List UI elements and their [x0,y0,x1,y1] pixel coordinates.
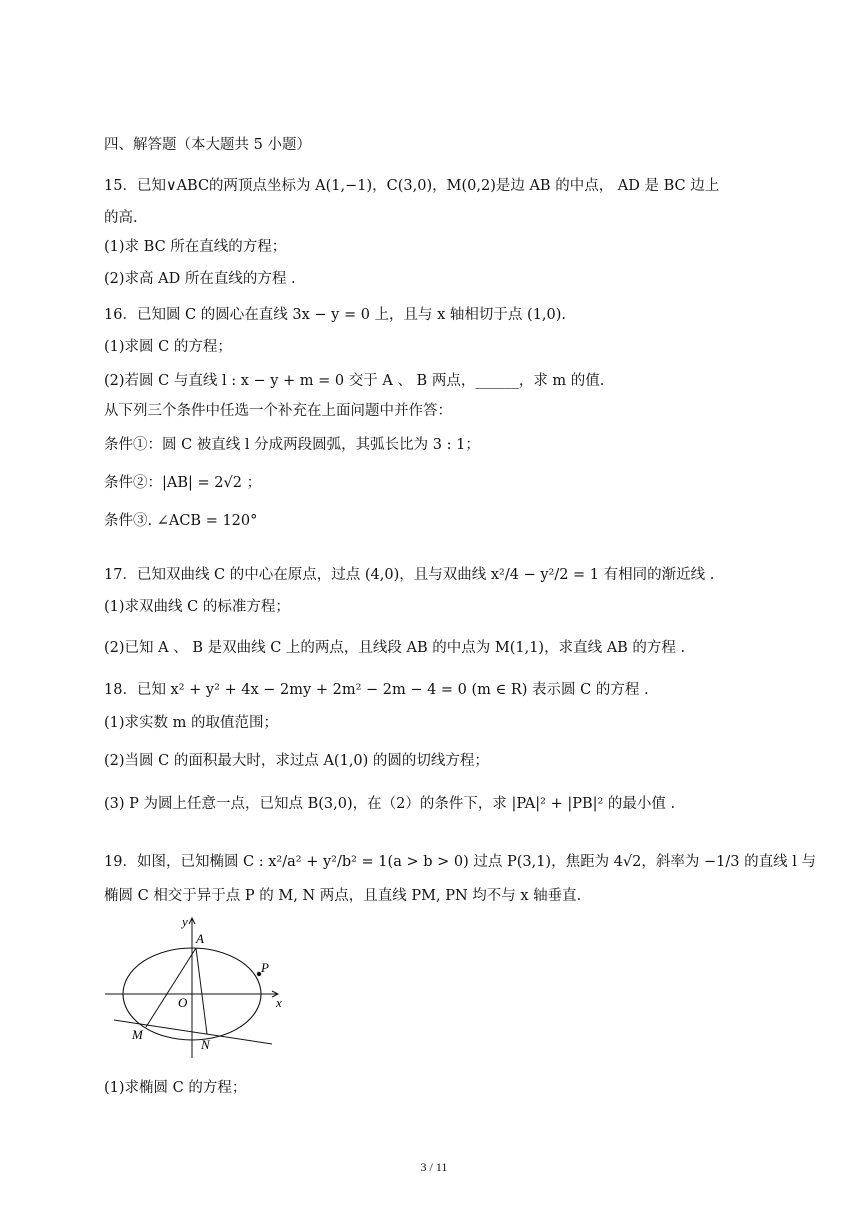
problem-17-line-1: 17．已知双曲线 C 的中心在原点，过点 (4,0)，且与双曲线 x²/4 − y²/2 = 1 有相同的渐近线 . [104,567,715,583]
section-title: 四、解答题（本大题共 5 小题） [104,137,311,153]
page-number: 3 / 11 [420,1160,448,1174]
problem-15-line-1: 15．已知∨ABC的两顶点坐标为 A(1,−1)，C(3,0)，M(0,2)是边 AB 的中点， AD 是 BC 边上 [104,178,720,194]
label-y: y [182,914,188,929]
problem-17-part-2: (2)已知 A 、 B 是双曲线 C 上的两点，且线段 AB 的中点为 M(1,1)，求直线 AB 的方程 . [104,640,686,656]
problem-16-instruction: 从下列三个条件中任选一个补充在上面问题中并作答： [104,403,452,419]
ellipse-figure [100,912,290,1062]
condition-3: 条件③. ∠ACB = 120° [104,513,258,529]
label-N: N [201,1037,210,1052]
problem-18-part-1: (1)求实数 m 的取值范围； [104,715,279,731]
problem-19-line-1: 19．如图，已知椭圆 C : x²/a² + y²/b² = 1(a > b > 0) 过点 P(3,1)，焦距为 4√2，斜率为 −1/3 的直线 l 与 [104,854,816,870]
label-M: M [132,1027,143,1042]
condition-2: 条件②：|AB| = 2√2 ； [104,475,262,491]
label-x: x [276,995,282,1010]
problem-15-part-2: (2)求高 AD 所在直线的方程 . [104,271,296,287]
problem-16-line-1: 16．已知圆 C 的圆心在直线 3x − y = 0 上，且与 x 轴相切于点 (1,0). [104,307,567,323]
problem-19-part-1: (1)求椭圆 C 的方程； [104,1080,247,1096]
problem-19-line-2: 椭圆 C 相交于异于点 P 的 M, N 两点，且直线 PM, PN 均不与 x 轴垂直. [104,888,582,904]
problem-15-part-1: (1)求 BC 所在直线的方程； [104,239,287,255]
problem-17-part-1: (1)求双曲线 C 的标准方程； [104,599,290,615]
label-O: O [178,995,188,1010]
problem-18-part-3: (3) P 为圆上任意一点，已知点 B(3,0)，在（2）的条件下，求 |PA|² + |PB|² 的最小值 . [104,796,676,812]
chord-AN [196,948,207,1034]
problem-16-part-2: (2)若圆 C 与直线 l : x − y + m = 0 交于 A 、 B 两点，______，求 m 的值. [104,373,605,389]
problem-16-part-1: (1)求圆 C 的方程； [104,339,232,355]
label-A: A [196,931,204,946]
problem-15-line-2: 的高. [104,210,138,226]
condition-1: 条件①：圆 C 被直线 l 分成两段圆弧，其弧长比为 3 : 1； [104,437,480,453]
label-P: P [261,960,269,975]
chord-AM [146,948,196,1027]
problem-18-line-1: 18．已知 x² + y² + 4x − 2my + 2m² − 2m − 4 = 0 (m ∈ R) 表示圆 C 的方程 . [104,682,649,698]
problem-18-part-2: (2)当圆 C 的面积最大时，求过点 A(1,0) 的圆的切线方程； [104,753,489,769]
